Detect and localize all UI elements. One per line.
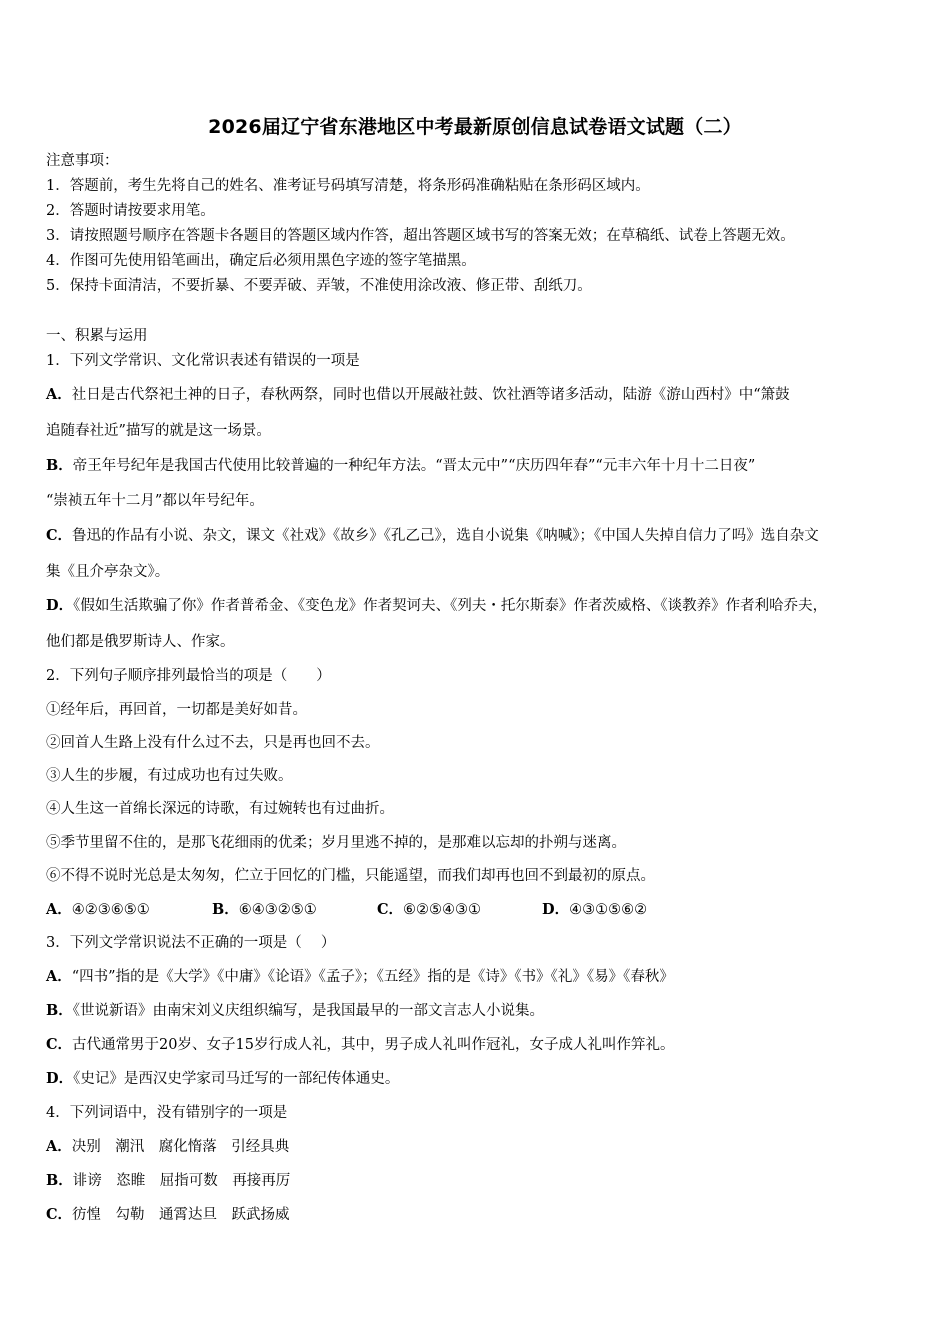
q2-option-c — [377, 900, 542, 920]
question-1-stem: 1．下列文学常识、文化常识表述有错误的一项是 — [46, 353, 360, 369]
q1-option-d — [46, 596, 827, 616]
notice-item: 3．请按照题号顺序在答题卡各题目的答题区域内作答，超出答题区域书写的答案无效；在草稿纸、试卷上答题无效。 — [46, 228, 795, 244]
option-text: 《世说新语》由南宋刘义庆组织编写，是我国最早的一部文言志人小说集。 — [72, 1003, 545, 1019]
q3-option-b — [46, 1001, 544, 1021]
option-label: B． — [46, 1172, 73, 1189]
option-text: 帝王年号纪年是我国古代使用比较普遍的一种纪年方法。“晋太元中”“庆历四年春”“元丰六年十月十二日夜” — [72, 458, 756, 474]
option-label: A． — [46, 901, 72, 918]
notice-item: 4．作图可先使用铅笔画出，确定后必须用黑色字迹的签字笔描黑。 — [46, 253, 476, 269]
q1-option-b-cont: “崇祯五年十二月”都以年号纪年。 — [46, 493, 264, 509]
q2-sentence: ③人生的步履，有过成功也有过失败。 — [46, 768, 293, 784]
q1-option-a — [46, 385, 790, 405]
q1-option-c — [46, 526, 819, 546]
option-text: 鲁迅的作品有小说、杂文，课文《社戏》《故乡》《孔乙己》，选自小说集《呐喊》；《中国人失掉自信力了吗》选自杂文 — [72, 528, 819, 544]
q2-sentence: ⑥不得不说时光总是太匆匆，伫立于回忆的门槛，只能遥望，而我们却再也回不到最初的原点。 — [46, 868, 655, 884]
q4-option-b — [46, 1171, 290, 1191]
q2-sentence: ④人生这一首绵长深远的诗歌，有过婉转也有过曲折。 — [46, 801, 394, 817]
option-text: 《假如生活欺骗了你》作者普希金、《变色龙》作者契诃夫、《列夫・托尔斯泰》作者茨威格、《谈教养》作者利哈乔夫， — [73, 598, 828, 614]
question-2-stem: 2．下列句子顺序排列最恰当的项是（ ） — [46, 668, 331, 684]
option-label: D． — [46, 597, 74, 614]
option-text: 诽谤 恣睢 屈指可数 再接再厉 — [72, 1173, 291, 1189]
q4-option-c — [46, 1205, 290, 1225]
option-text: ④②③⑥⑤① — [71, 902, 150, 918]
page-title: 2026届辽宁省东港地区中考最新原创信息试卷语文试题（二） — [208, 116, 742, 138]
notice-heading: 注意事项： — [46, 153, 119, 169]
option-label: A． — [46, 968, 72, 985]
option-label: C． — [46, 1036, 73, 1053]
q1-option-d-cont: 他们都是俄罗斯诗人、作家。 — [46, 634, 235, 650]
option-label: B． — [46, 457, 73, 474]
notice-item: 2．答题时请按要求用笔。 — [46, 203, 215, 219]
option-label: C． — [46, 1206, 73, 1223]
option-text: ⑥④③②⑤① — [238, 902, 317, 918]
q3-option-a — [46, 967, 674, 987]
q2-sentence: ⑤季节里留不住的，是那飞花细雨的优柔；岁月里逃不掉的，是那难以忘却的扑朔与迷离。 — [46, 835, 626, 851]
option-text: 《史记》是西汉史学家司马迁写的一部纪传体通史。 — [73, 1071, 400, 1087]
option-label: C． — [46, 527, 73, 544]
q2-options — [46, 900, 647, 920]
q1-option-a-cont: 追随春社近”描写的就是这一场景。 — [46, 423, 271, 439]
option-text: ④③①⑤⑥② — [569, 902, 648, 918]
option-text: ⑥②⑤④③① — [403, 902, 482, 918]
question-3-stem: 3．下列文学常识说法不正确的一项是（ ） — [46, 935, 336, 951]
option-label: D． — [46, 1070, 74, 1087]
q2-option-b — [212, 900, 377, 920]
option-text: 社日是古代祭祀土神的日子，春秋两祭，同时也借以开展敲社鼓、饮社酒等诸多活动，陆游《游山西村》中“箫鼓 — [71, 387, 790, 403]
option-text: 决别 潮汛 腐化惰落 引经具典 — [71, 1139, 290, 1155]
option-label: D． — [542, 901, 570, 918]
notice-item: 5．保持卡面清洁，不要折暴、不要弄破、弄皱，不准使用涂改液、修正带、刮纸刀。 — [46, 278, 592, 294]
q3-option-c — [46, 1035, 674, 1055]
option-text: 彷惶 勾勒 通霄达旦 跃武扬威 — [72, 1207, 290, 1223]
q3-option-d — [46, 1069, 399, 1089]
option-label: B． — [46, 1002, 73, 1019]
option-label: C． — [377, 901, 404, 918]
q1-option-b — [46, 456, 755, 476]
q2-sentence: ②回首人生路上没有什么过不去，只是再也回不去。 — [46, 735, 380, 751]
q1-option-c-cont: 集《且介亭杂文》。 — [46, 564, 170, 580]
option-label: A． — [46, 386, 72, 403]
question-4-stem: 4．下列词语中，没有错别字的一项是 — [46, 1105, 288, 1121]
q4-option-a — [46, 1137, 289, 1157]
option-text: “四书”指的是《大学》《中庸》《论语》《孟子》；《五经》指的是《诗》《书》《礼》《易》《春秋》 — [71, 969, 674, 985]
q2-sentence: ①经年后，再回首，一切都是美好如昔。 — [46, 702, 307, 718]
section-heading: 一、积累与运用 — [46, 328, 148, 344]
notice-item: 1．答题前，考生先将自己的姓名、准考证号码填写清楚，将条形码准确粘贴在条形码区域内。 — [46, 178, 650, 194]
option-label: B． — [212, 901, 239, 918]
q2-option-a — [46, 900, 212, 920]
option-label: A． — [46, 1138, 72, 1155]
option-text: 古代通常男于20岁、女子15岁行成人礼，其中，男子成人礼叫作冠礼，女子成人礼叫作笄礼。 — [72, 1037, 675, 1053]
q2-option-d — [542, 900, 647, 920]
